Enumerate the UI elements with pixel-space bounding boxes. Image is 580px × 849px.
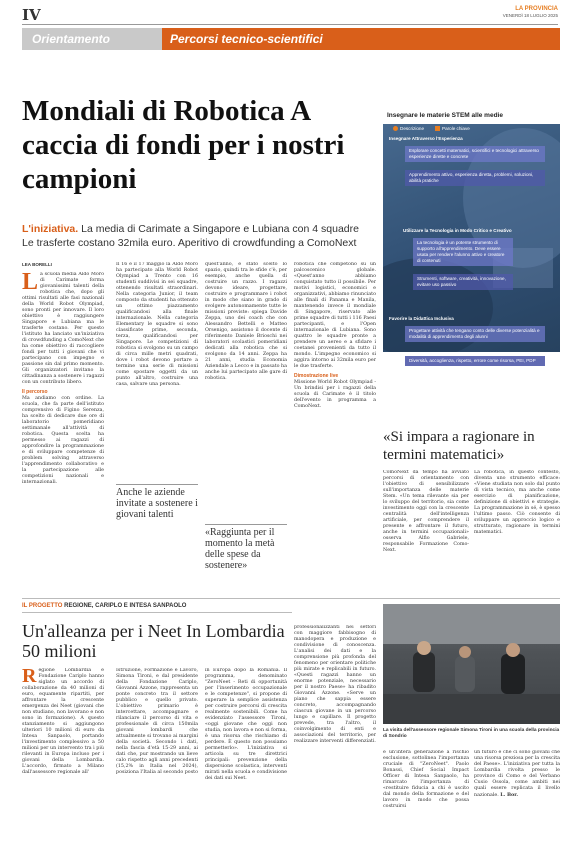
infographic-box-2: Apprendimento attivo, esperienza diretta, problemi, soluzioni, abilità pratiche xyxy=(405,170,545,186)
legend-keywords xyxy=(435,126,470,132)
infographic-section-1: Insegnare Attraverso l'Esperienza xyxy=(389,136,463,141)
pull-quote-1: Anche le aziende invitate a sostenere i giovani talenti xyxy=(116,487,198,520)
paper-title: LA PROVINCIA xyxy=(515,6,558,12)
article2-column-6 xyxy=(474,750,560,845)
quote-rule xyxy=(116,484,198,485)
column-text: Missione World Robot Olympiad - Un brindisi per i ragazzi della scuola di Carimate è il titolo dell'evento in programma a ComoNext. xyxy=(294,380,376,409)
newspaper-name xyxy=(503,6,558,18)
article-column-3: quest'anno, è stato scelto lo spazio, quindi tra le sfide c'è, per esempio, anche quella di costruire un razzo. I ragazzi devono ideare, progettare, costruire e programmare i robot in modo che siano in grado di svolgere autonomamente tutte le missioni previste: spiega Davide Zeppa, uno dei coach che con Alessandro Bettelli e Matteo Orsenigo, assistono il docente di riferimento Daniele Brioschi nei laboratori scolastici pomeridiani dedicati alla robotica che si svolgono da 14 anni. Zeppa ha 21 anni, studia Economia Aziendale a Lecco e in passato ha anche lui partecipato alle gare di robotica. xyxy=(205,262,287,381)
article-subhead xyxy=(22,222,362,250)
article2-column-1 xyxy=(22,668,104,844)
subsection-label: Percorsi tecnico-scientifici xyxy=(170,32,323,46)
article-column-2: Il 16 e il 17 maggio la Aldo Moro ha partecipato alla World Robot Olympiad a Trento con 16 studenti suddivisi in sei squadre, ottenendo risultati straordinari. Nella categoria Junior, il team composto da studenti ha ottenuto un ottimo piazzamento qualificandosi alla finale internazionale. Nella categoria Elementary le squadre si sono classificate prime, seconda, terza, qualificandosi per Singapore. Le competizioni di robotica si svolgono su un campo di circa mille metri quadrati, dove i robot devono portare a termine una serie di missioni come spostare oggetti da un punto all'altro, costruire una casa, salvare una persona. xyxy=(116,262,198,387)
pull-quote-2: «Raggiunta per il momento la metà delle spese da sostenere» xyxy=(205,527,275,571)
article2-column-3: in Europa dopo la Romania. Il programma, denominato "ZeroNeet - Reti di opportunità per l'inserimento occupazionale e le competenze", si propone di superare la semplice assistenza per costruire percorsi di crescita realmente sostenibili. Come ha evidenziato l'assessore Tironi, «oggi giovane che oggi non studia, non lavora e non si forma, è una risorsa che rischiamo di perdere. È questo non possiamo permetterlo». L'iniziativa si articola su tre direttrici principali: prevenzione della dispersione scolastica, interventi mirati nella scuola e condivisione dei dati sui Neet. xyxy=(205,668,287,781)
article2-photo xyxy=(383,604,560,724)
article-column-4 xyxy=(294,262,376,572)
column-text: egione Lombardia e Fondazione Cariplo hanno siglato un accordo di collaborazione da 40 milioni di euro, equamente ripartiti, per affrontare la crescente emergenza dei Neet (giovani che non studiano, non lavorano e non sono in formazione). A questo stanziamento si aggiungono ulteriori 10 milioni di euro da Intesa Sanpaolo, portando l'investimento complessivo a 50 milioni per un intervento tra i più rilevanti in Europa incluso per i giovani della Lombardia. L'accordo, firmato a Milano dall'assessore regionale all' xyxy=(22,668,104,775)
article-separator xyxy=(22,598,560,599)
drop-cap: L xyxy=(22,272,39,295)
subhead-lead: L'iniziativa. xyxy=(22,223,79,235)
infographic-section-2: Utilizzare la Tecnologia in Modo Critico e Creativo xyxy=(403,228,512,233)
issue-date: VENERDÌ 18 LUGLIO 2025 xyxy=(502,13,558,18)
article2-column-5: e un'intera generazione a rischio esclusione, sottolinea l'importanza cruciale di "ZeroNeet". Paolo Bonassi, Chief Social Impact Officer di Intesa Sanpaolo, ha rimarcato l'importanza di «restituire fiducia a chi è uscito dal mondo della formazione e del lavoro in modo che possa costruirsi xyxy=(383,750,469,809)
header-rule xyxy=(22,24,558,25)
photo-caption: La visita dell'assessore regionale Simona Tironi in una scuola della provincia di Sondrio xyxy=(383,728,560,739)
infographic-title: Insegnare le materie STEM alle medie xyxy=(383,108,560,124)
legend-dot-icon xyxy=(393,126,398,131)
article2-title: Un'alleanza per i Neet In Lombardia 50 milioni xyxy=(22,621,285,661)
tag-rule xyxy=(22,612,292,613)
tag-highlight: IL PROGETTO xyxy=(22,603,63,609)
legend-label: Descrizione xyxy=(400,126,424,131)
column-text: a scuola media Aldo Moro di Carimate forma giovanissimi talenti della robotica che, dopo gli ottimi risultati alle fasi nazionali della World Robot Olympiad, sono pronti per innovare. Il loro obiettivo è raggiungere Singapore e Lubiana ma le trasferte costano. Per questo l'istituto ha lanciato un'iniziativa di crowdfunding a ComoNext che ha come obiettivo di raccogliere fondi per tutti i giovani che vi partecipano con impegno e passione sin dal primo momento. Gli organizzatori invitano la cittadinanza a sostenere i ragazzi con un contributo libero. xyxy=(22,272,104,385)
drop-cap: R xyxy=(22,668,37,687)
article-column-6: La robotica, in questo contesto, diventa uno strumento efficace: «Viene studiata non solo dal punto di vista tecnico, ma anche come esercizio di pianificazione, definizione di obiettivi e strategie. La programmazione in sé, è spesso l'ultimo passo. Ciò consente di sviluppare un approccio logico e strutturato, ragionare in termini matematici. xyxy=(474,470,560,535)
section-label: Orientamento xyxy=(22,28,162,50)
photo-placeholder xyxy=(383,604,560,724)
article2-column-2: Istruzione, Formazione e Lavoro, Simona Tironi, e dal presidente della Fondazione Cariplo, Giovanni Azzone, rappresenta un ponte concreto tra il settore pubblico e quello privato. L'obiettivo primario è intercettare, accompagnare e rilanciare il percorso di vita e professionale di circa 150mila giovani lombardi che attualmente si trovano ai margini della società. Secondo i dati, nella fascia d'età 15-29 anni, ai dati che, pur mostrando un lieve calo rispetto agli anni precedenti (15,2% in Italia nel 2024), posiziona l'Italia al secondo posto xyxy=(116,668,198,775)
column-subheading: Dimostrazione live xyxy=(294,373,339,379)
large-pull-quote: «Si impara a ragionare in termini matematici» xyxy=(383,429,535,463)
article2-tag xyxy=(22,603,186,609)
byline: LEA BORELLI xyxy=(22,262,52,267)
stem-infographic xyxy=(383,108,560,352)
article2-column-4: professionalizzanti nei settori con maggiore fabbisogno di manodopera e produzione e condivisione di conoscenza. L'analisi dei dati e la comprensione più profonda del fenomeno per orientare politiche più mirate e replicabili in futuro. «Questi ragazzi hanno un enorme potenziale, necessario per il nostro Paese» ha ribadito Giovanni Azzone. «Serve un piano che sappia essere concreto, accompagnando ciascun giovane in un percorso lungo e capillare. Il progetto prevede, tra l'altro, il coinvolgimento di enti e associazioni del territorio, per realizzare interventi differenziati. xyxy=(294,625,376,744)
subhead-text: La media di Carimate a Singapore e Lubiana con 4 squadre Le trasferte costano 32mila euro. Aperitivo di crowdfunding a ComoNext xyxy=(22,223,359,249)
infographic-section-3: Favorire la Didattica Inclusiva xyxy=(389,316,454,321)
column-text: Ma andiamo con ordine. La scuola, che fa parte dell'istituto comprensivo di Figino Serenza, ha scelto di dedicare due ore di laboratorio pomeridiano settimanale all'attività di robotica. Questa scelta ha permesso ai ragazzi di approfondire la programmazione e di sviluppare competenze di problem solving attraverso l'apprendimento collaborativo e la partecipazione alle competizioni nazionali e internazionali. xyxy=(22,396,104,485)
section-bar xyxy=(22,28,560,50)
tag-rest: REGIONE, CARIPLO E INTESA SANPAOLO xyxy=(64,603,187,609)
article-column-1 xyxy=(22,272,104,590)
column-subheading: Il percorso xyxy=(22,389,48,395)
page-number: IV xyxy=(22,6,41,24)
article-title: Mondiali di Robotica A caccia di fondi per i nostri campioni xyxy=(22,95,345,195)
quote-rule xyxy=(205,524,287,525)
legend-label: Parole chiave xyxy=(442,126,470,131)
column-text: robotica che competono su un palcoscenico globale. «Quest'anno abbiamo conquistato tutto il possibile. Per motivi logistici, economici e organizzativi, abbiamo rinunciato alle finali di Panama e Manila, mantenendo invece il mondiale di Singapore, riservato alle prime squadre di tutti i 116 Paesi partecipanti, e l'Open internazionale di Lubiana. Sono quattro le squadre pronte a prendere un aereo e a sfidare i coetanei provenienti da tutto il mondo. L'impegno economico si aggira intorno ai 32mila euro per le due trasferte. xyxy=(294,262,376,369)
legend-square-icon xyxy=(435,126,440,131)
infographic-box-3: La tecnologia è un potente strumento di supporto all'apprendimento. Deve essere usata per rendere l'alunno attivo e creatore di contenuti xyxy=(413,238,513,266)
infographic-box-5: Progettare attività che tengano conto delle diverse potenzialità e modalità di apprendimento degli alunni xyxy=(405,326,545,342)
infographic-box-1: Esplorare concetti matematici, scientifici e tecnologici attraverso esperienze dirette e concrete xyxy=(405,146,545,162)
infographic-box-6: Diversità, accoglienza, rispetto, errore come risorsa, PEI, PDP xyxy=(405,356,545,366)
article-column-5: ComoNext da tempo ha avviato percorsi di orientamento con l'obiettivo di sensibilizzare sull'importanza delle materie Stem. «Un tema rilevante sia per lo sviluppo del territorio, sia come investimento oggi con la crescente centralità dell'intelligenza artificiale, per comprendere il presente e affrontare il futuro, anche in termini occupazionali» osserva Alfio Gabriele, responsabile Formazione Como-Next. xyxy=(383,470,469,553)
infographic-box-4: Strumenti, software, creatività, innovazione, evitare uso passivo xyxy=(413,274,513,290)
legend-description xyxy=(393,126,424,132)
signature: L. Bor. xyxy=(500,792,519,798)
column-text: un futuro e che ci sono giovani che una risorsa preziosa per la crescita del Paese». L'iniziativa per tutta la Lombardia rivolta presso le province di Como e del Verbano Cusio Ossola, come ambiti nei quali essere replicata il livello nazionale. xyxy=(474,750,560,798)
